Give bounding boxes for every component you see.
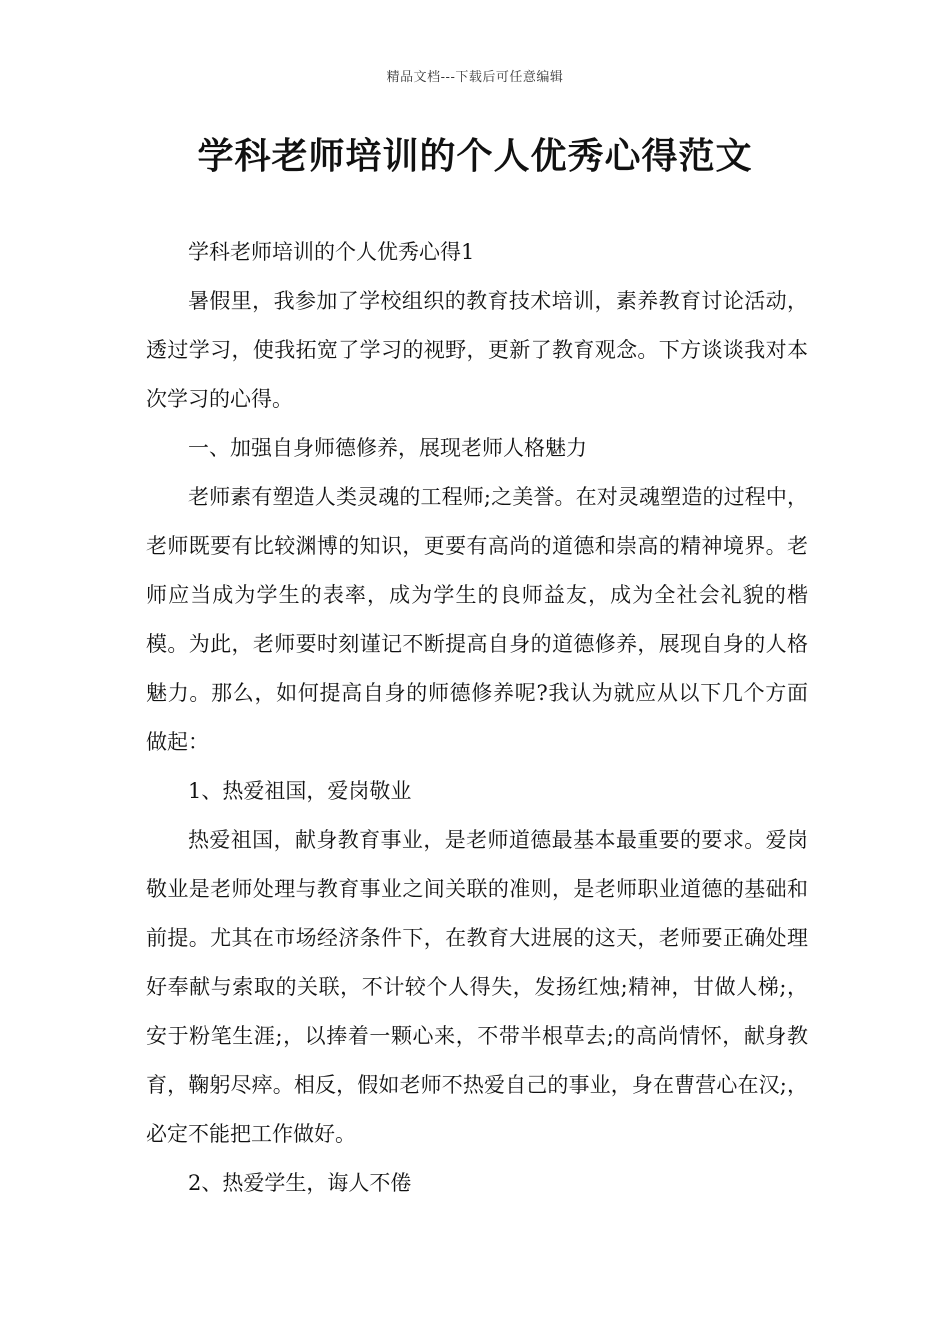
body-paragraph: 暑假里，我参加了学校组织的教育技术培训，素养教育讨论活动，透过学习，使我拓宽了学习的视野，更新了教育观念。下方谈谈我对本次学习的心得。 — [146, 289, 808, 411]
header-note: 精品文档---下载后可任意编辑 — [386, 70, 564, 85]
list-heading: 1、热爱祖国，爱岗敬业 — [188, 779, 412, 803]
list-heading: 2、热爱学生，诲人不倦 — [188, 1171, 412, 1195]
body-paragraph: 老师素有塑造人类灵魂的工程师;之美誉。在对灵魂塑造的过程中，老师既要有比较渊博的知识，更要有高尚的道德和崇高的精神境界。老师应当成为学生的表率，成为学生的良师益友，成为全社会礼貌的楷模。为此，老师要时刻谨记不断提高自身的道德修养，展现自身的人格魅力。那么，如何提高自身的师德修养呢?我认为就应从以下几个方面做起： — [146, 485, 808, 754]
document-body — [146, 228, 808, 1208]
document-title: 学科老师培训的个人优秀心得范文 — [197, 135, 753, 177]
section-heading: 学科老师培训的个人优秀心得1 — [188, 240, 475, 264]
subsection-heading: 一、加强自身师德修养，展现老师人格魅力 — [188, 436, 587, 460]
body-paragraph: 热爱祖国，献身教育事业，是老师道德最基本最重要的要求。爱岗敬业是老师处理与教育事业之间关联的准则，是老师职业道德的基础和前提。尤其在市场经济条件下，在教育大进展的这天，老师要正确处理好奉献与索取的关联，不计较个人得失，发扬红烛;精神，甘做人梯;，安于粉笔生涯;，以捧着一颗心来，不带半根草去;的高尚情怀，献身教育，鞠躬尽瘁。相反，假如老师不热爱自己的事业，身在曹营心在汉;，必定不能把工作做好。 — [146, 828, 808, 1146]
